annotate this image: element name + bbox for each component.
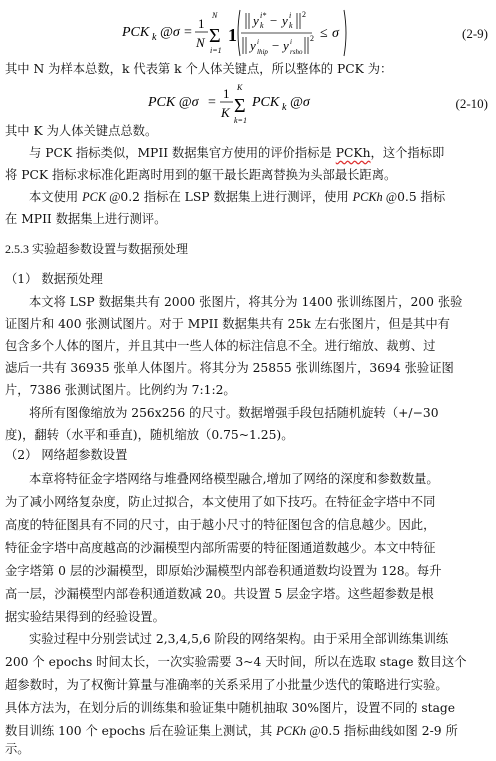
text-span: ，这个指标即 bbox=[370, 146, 445, 160]
svg-text:N: N bbox=[196, 35, 205, 50]
subsection-heading: （1） 数据预处理 bbox=[5, 272, 103, 286]
text-line: 其中 N 为样本总数，k 代表第 k 个人体关键点，所以整体的 PCK 为： bbox=[5, 62, 393, 76]
text-line: 在 MPII 数据集上进行测评。 bbox=[5, 212, 167, 226]
svg-text:−: − bbox=[270, 13, 278, 28]
text-line: 本章将特征金字塔网络与堆叠网络模型融合,增加了网络的深度和参数数量。 bbox=[29, 472, 439, 486]
svg-text:y: y bbox=[283, 38, 289, 53]
text-line: 示。 bbox=[5, 742, 30, 756]
math-inline: PCK @ bbox=[82, 190, 121, 204]
svg-text:2: 2 bbox=[302, 10, 306, 19]
svg-text:PCK: PCK bbox=[252, 95, 280, 110]
text-span: 与 PCK 指标类似，MPII 数据集官方使用的评价指标是 bbox=[29, 146, 336, 160]
svg-text:lhip: lhip bbox=[257, 48, 268, 56]
equation-number: (2-10) bbox=[455, 96, 488, 111]
text-line: 本文将 LSP 数据集共有 2000 张图片，将其分为 1400 张训练图片，200 张验 bbox=[29, 295, 463, 309]
svg-text:i: i bbox=[290, 38, 292, 46]
text-line: 金字塔第 0 层的沙漏模型，即原始沙漏模型内部卷积通道数均设置为 128。每升 bbox=[5, 564, 442, 578]
math-inline: PCKh @ bbox=[352, 190, 398, 204]
svg-text:=: = bbox=[208, 95, 216, 110]
section-heading: 2.5.3 实验超参数设置与数据预处理 bbox=[5, 242, 189, 256]
svg-text:1: 1 bbox=[228, 25, 237, 45]
svg-text:k: k bbox=[260, 21, 264, 30]
svg-text:y: y bbox=[282, 13, 288, 28]
text-line bbox=[29, 186, 491, 209]
text-span: 数目训练 100 个 epochs 后在验证集上测试，其 bbox=[5, 724, 277, 738]
svg-text:y: y bbox=[253, 13, 259, 28]
svg-text:K: K bbox=[221, 105, 230, 120]
text-line: 超参数时，为了权衡计算量与准确率的关系采用了小批量少迭代的策略进行实验。 bbox=[5, 678, 448, 692]
svg-text:@σ: @σ bbox=[160, 25, 180, 40]
text-span: 本文使用 bbox=[29, 190, 83, 204]
equation-number: (2-9) bbox=[462, 26, 488, 41]
equation-2-9-svg bbox=[0, 4, 496, 60]
svg-text:1: 1 bbox=[223, 86, 230, 101]
svg-text:i: i bbox=[257, 38, 259, 46]
text-line: 高度的特征图具有不同的尺寸，由于越小尺寸的特征图包含的信息越少。因此， bbox=[5, 518, 436, 532]
svg-text:=: = bbox=[184, 25, 192, 40]
text-line: 实验过程中分别尝试过 2,3,4,5,6 阶段的网络架构。由于采用全部训练集训练 bbox=[29, 632, 449, 646]
pckh-term: PCKh bbox=[335, 146, 371, 160]
text-line: 其中 K 为人体关键点总数。 bbox=[5, 124, 158, 138]
text-line bbox=[29, 142, 491, 165]
text-line: 包含多个人体的图片，并且其中一些人体的标注信息不全。进行缩放、裁剪、过 bbox=[5, 339, 436, 353]
svg-text:i=1: i=1 bbox=[210, 46, 222, 55]
svg-text:Σ: Σ bbox=[234, 95, 246, 117]
svg-text:y: y bbox=[250, 38, 256, 53]
subsection-heading: （2） 网络超参数设置 bbox=[5, 448, 128, 462]
text-line: 度)，翻转（水平和垂直)，随机缩放（0.75~1.25)。 bbox=[5, 428, 294, 442]
text-line: 滤后一共有 36935 张单人体图片。将其分为 25855 张训练图片，3694 张验证图 bbox=[5, 361, 454, 375]
svg-text:PCK @σ: PCK @σ bbox=[148, 95, 199, 110]
text-span: 0.5 指标 bbox=[397, 190, 446, 204]
text-line: 据实验结果得到的经验设置。 bbox=[5, 610, 165, 624]
text-line: 高一层，沙漏模型内部卷积通道数减 20。共设置 5 层金字塔。这些超参数是根 bbox=[5, 587, 434, 601]
svg-text:σ: σ bbox=[332, 26, 339, 41]
text-line: 具体方法为，在划分后的训练集和验证集中随机抽取 30%图片，设置不同的 stage bbox=[5, 701, 456, 715]
text-line: 将所有图像缩放为 256x256 的尺寸。数据增强手段包括随机旋转（+/−30 bbox=[29, 406, 439, 420]
svg-text:k: k bbox=[152, 32, 157, 43]
text-span: 0.2 指标在 LSP 数据集上进行测评，使用 bbox=[120, 190, 353, 204]
svg-text:−: − bbox=[272, 38, 280, 53]
svg-text:k: k bbox=[289, 21, 293, 30]
svg-text:PCK: PCK bbox=[122, 25, 150, 40]
text-line: 特征金字塔中高度越高的沙漏模型内部所需要的特征图通道数越少。本文中特征 bbox=[5, 541, 436, 555]
svg-text:N: N bbox=[212, 11, 218, 20]
svg-text:k: k bbox=[282, 102, 287, 113]
text-line: 证图片和 400 张测试图片。对于 MPII 数据集共有 25k 左右张图片，但是其中有 bbox=[5, 317, 450, 331]
svg-text:rsho: rsho bbox=[290, 48, 303, 56]
svg-text:2: 2 bbox=[310, 34, 314, 43]
svg-text:1: 1 bbox=[198, 16, 205, 31]
math-inline: PCKh @ bbox=[276, 724, 321, 738]
svg-text:k=1: k=1 bbox=[234, 116, 247, 125]
svg-text:i*: i* bbox=[260, 11, 267, 20]
text-line: 片，7386 张测试图片。比例约为 7:1:2。 bbox=[5, 383, 236, 397]
text-span: 0.5 指标曲线如图 2-9 所 bbox=[320, 724, 458, 738]
svg-text:K: K bbox=[237, 83, 243, 92]
svg-text:i: i bbox=[289, 11, 292, 20]
svg-text:@σ: @σ bbox=[290, 95, 310, 110]
text-line: 200 个 epochs 时间太长，一次实验需要 3~4 天时间，所以在选取 stage 数目这个 bbox=[5, 655, 467, 669]
svg-text:≤: ≤ bbox=[320, 26, 328, 41]
text-line: 将 PCK 指标求标准化距离时用到的躯干最长距离替换为头部最长距离。 bbox=[5, 168, 397, 182]
equation-2-9 bbox=[0, 4, 496, 60]
svg-text:Σ: Σ bbox=[209, 25, 221, 47]
text-line: 为了减小网络复杂度，防止过拟合，本文使用了如下技巧。在特征金字塔中不同 bbox=[5, 495, 436, 509]
